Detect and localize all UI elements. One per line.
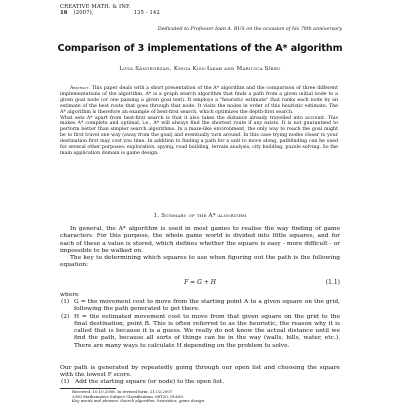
paper-title: Comparison of 3 implementations of the A* algorithm [57, 43, 343, 54]
footnote-msc: 2000 Mathematics Subject Classification. 68T20, 91A90. [72, 393, 185, 399]
footnote-received: Received: 10.10.2006. In revised form: 21.02.2007 [72, 389, 173, 394]
body-paragraph-1: In general, the A* algorithm is used in most games to realise the way finding of game characters. For this purpose, the whole game world is divided into little squares, and for each of these a value is stored, which defines whether the square is easy - more difficult - or impossible to be walked on. [60, 226, 340, 254]
abstract-label: Abstract. [70, 86, 90, 91]
journal-year: (2007), [73, 10, 94, 17]
abstract-paragraph-2: What sets A* apart from best-first search is that it also takes the distance already travelled into account. This makes A* complete and optimal, i.e., A* will always find the shortest route if any exists. It is not guaranteed to perform better than simpler search algorithms. In a maze-like environment, the only way to reach the goal might be to first travel one way (away from the goal) and eventually turn around. In this case trying nodes closer to your destination first may cost you time. In addition to finding a path for a unit to move along, pathfinding can be used for several other purposes: exploration, spying, road building, terrain analysis, city building, puzzle solving. So the main application domain is game design. [60, 115, 338, 156]
body-paragraph-3-text: Our path is generated by repeatedly going through our open list and choosing the square with the lowest F score. [60, 365, 340, 379]
definition-list [60, 299, 340, 350]
list-item-number: (1) [61, 299, 70, 305]
equation-formula: F = G + H [184, 279, 216, 286]
body-paragraph-2: The key to determining which squares to use when figuring out the path is the following equation: [60, 255, 340, 269]
section-heading: 1. Summary of the A* algorithm [153, 213, 247, 219]
list-item-text: H = the estimated movement cost to move from that given square on the grid to the final destination, point B. This is often referred to as the heuristic, the reason why it is called that is because it is a guess. We really do not know the actual distance until we find the path, because all sorts of things can be in the way (walls, hills, water, etc.). There are many ways to calculate H depending on the problem to solve. [74, 313, 340, 349]
journal-name: CREATIVE MATH. & INF. [60, 4, 131, 10]
body-paragraph-3 [60, 365, 340, 380]
footnote-keywords: Key words and phrases. Search algorithm, heuristics, game design. [72, 398, 206, 404]
list-item [60, 299, 340, 314]
step-number: (1) [61, 379, 70, 385]
abstract-text-1: This paper deals with a short presentation of the A* algorithm and the comparison of three different implementations of the algorithm. A* is a graph search algorithm that finds a path from a given initial node to a given goal node (or one passing a given goal test). It employs a "heuristic estimate" that ranks each node by an estimate of the best route that goes through that node. It visits the nodes in order of this heuristic estimate. The A* algorithm is therefore an example of best-first search, which optimizes the depth-first search. [60, 86, 338, 115]
journal-citation [60, 10, 166, 16]
step-text: Add the starting square (or node) to the open list. [75, 379, 224, 385]
dedication: Dedicated to Professor Ioan A. RUS on the occasion of his 70th anniversary [157, 27, 342, 32]
abstract [60, 86, 338, 157]
journal-pages: 135 - 142 [133, 10, 160, 17]
equation-number: (1.1) [325, 279, 340, 286]
abstract-paragraph-1 [60, 86, 338, 116]
equation [60, 279, 340, 287]
list-item-number: (2) [61, 313, 70, 320]
authors: Livia Sângeorzan, Kinga Kiss-Iakab and Maricica Sîrbu [119, 66, 281, 72]
step-item [60, 379, 224, 385]
journal-header [60, 4, 166, 16]
where-label: where [60, 292, 79, 298]
body-text [60, 226, 340, 270]
list-item-text: G = the movement cost to move from the starting point A to a given square on the grid, following the path generated to get there. [74, 299, 340, 313]
journal-volume: 16 [60, 10, 68, 17]
footnotes [72, 390, 205, 404]
list-item [60, 314, 340, 350]
